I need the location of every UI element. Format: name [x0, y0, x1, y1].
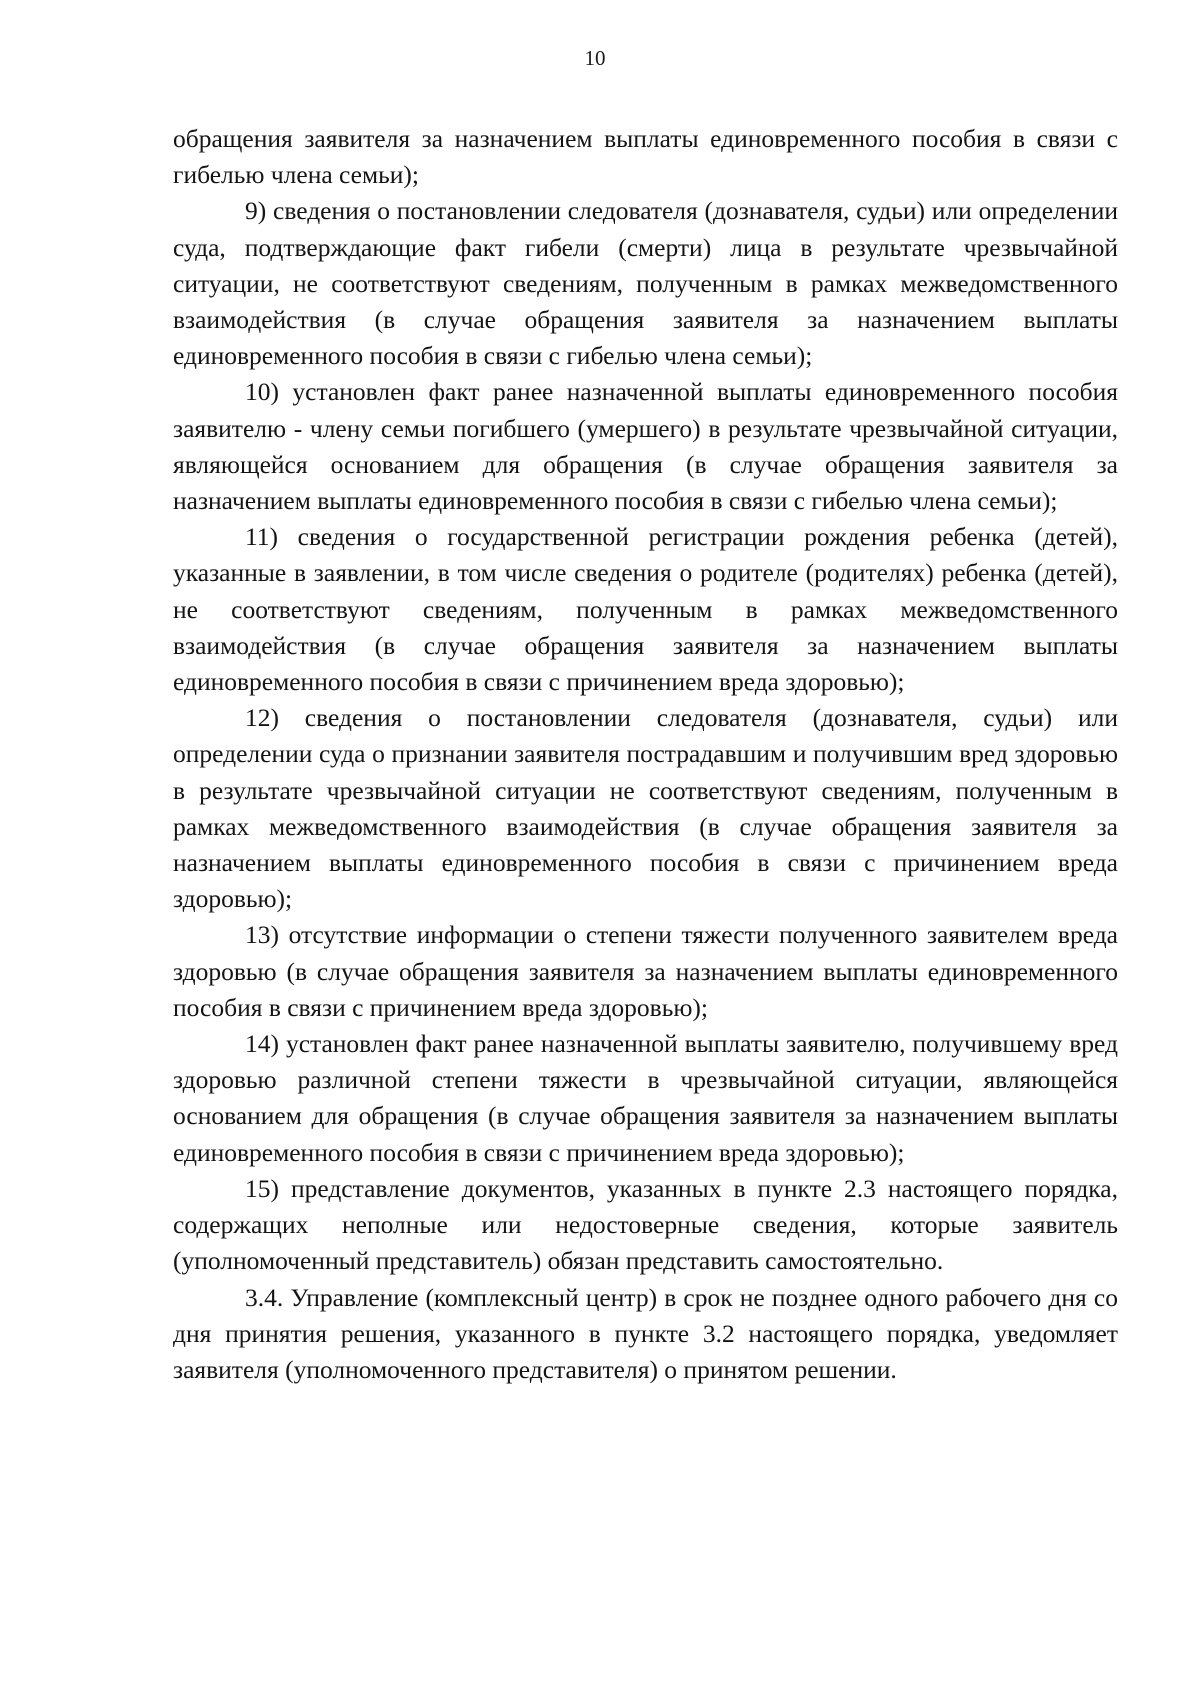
paragraph-item-14: 14) установлен факт ранее назначенной выплаты заявителю, получившему вред здоровью различной степени тяжести в чрезвычайной ситуации, являющейся основанием для обращения (в случае обращения заявителя за назначением выплаты единовременного пособия в связи с причинением вреда здоровью);	[173, 1029, 1118, 1167]
paragraph-continuation: обращения заявителя за назначением выплаты единовременного пособия в связи с гибелью члена семьи);	[173, 124, 1118, 190]
paragraph-item-12: 12) сведения о постановлении следователя (дознавателя, судьи) или определении суда о признании заявителя пострадавшим и получившим вред здоровью в результате чрезвычайной ситуации не соответствуют сведениям, полученным в рамках межведомственного взаимодействия (в случае обращения заявителя за назначением выплаты единовременного пособия в связи с причинением вреда здоровью);	[173, 703, 1118, 914]
paragraph-item-10: 10) установлен факт ранее назначенной выплаты единовременного пособия заявителю - члену семьи погибшего (умершего) в результате чрезвычайной ситуации, являющейся основанием для обращения (в случае обращения заявителя за назначением выплаты единовременного пособия в связи с гибелью члена семьи);	[173, 377, 1118, 516]
paragraph-item-9: 9) сведения о постановлении следователя (дознавателя, судьи) или определении суда, подтверждающие факт гибели (смерти) лица в результате чрезвычайной ситуации, не соответствуют сведениям, полученным в рамках межведомственного взаимодействия (в случае обращения заявителя за назначением выплаты единовременного пособия в связи с гибелью члена семьи);	[173, 196, 1118, 371]
paragraph-item-13: 13) отсутствие информации о степени тяжести полученного заявителем вреда здоровью (в случае обращения заявителя за назначением выплаты единовременного пособия в связи с причинением вреда здоровью);	[173, 920, 1118, 1022]
paragraph-item-15: 15) представление документов, указанных в пункте 2.3 настоящего порядка, содержащих неполные или недостоверные сведения, которые заявитель (уполномоченный представитель) обязан представить самостоятельно.	[173, 1173, 1118, 1276]
paragraph-item-11: 11) сведения о государственной регистрации рождения ребенка (детей), указанные в заявлении, в том числе сведения о родителе (родителях) ребенка (детей), не соответствуют сведениям, полученным в рамках межведомственного взаимодействия (в случае обращения заявителя за назначением выплаты единовременного пособия в связи с причинением вреда здоровью);	[173, 522, 1118, 697]
document-body	[173, 121, 1118, 1388]
page-number: 10	[584, 46, 606, 70]
paragraph-section-3-4: 3.4. Управление (комплексный центр) в срок не позднее одного рабочего дня со дня принятия решения, указанного в пункте 3.2 настоящего порядка, уведомляет заявителя (уполномоченного представителя) о принятом решении.	[173, 1282, 1118, 1384]
